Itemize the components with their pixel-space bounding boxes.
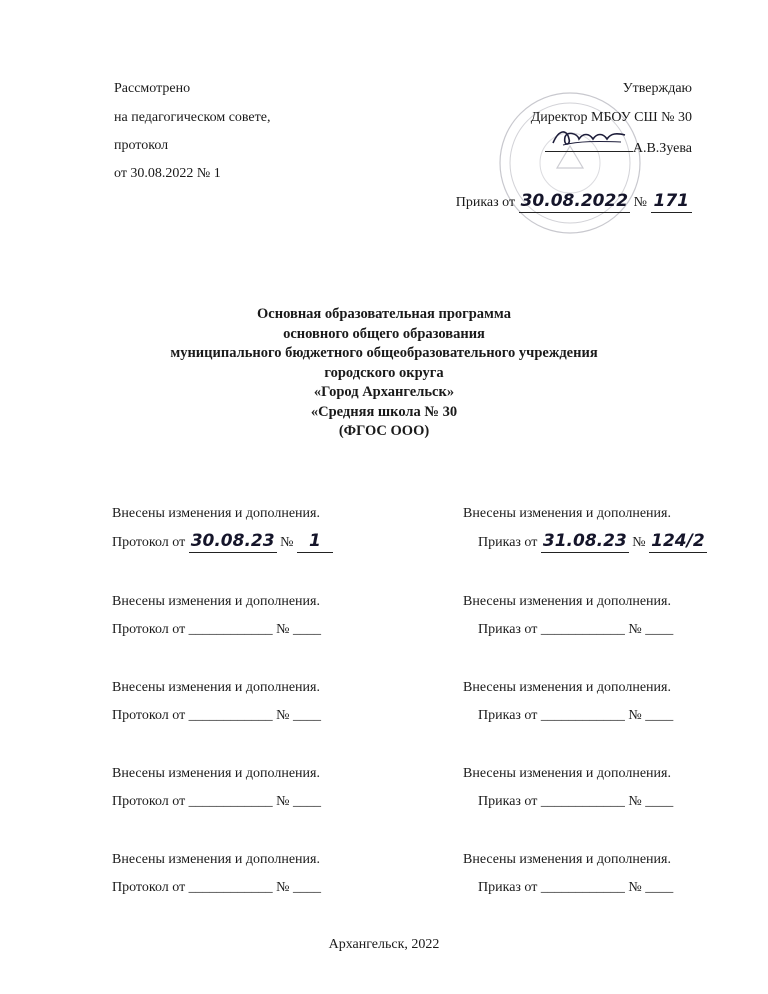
change-protocol-line: Протокол от ____________ № ____ [112,622,322,637]
change-order-line: Приказ от ____________ № ____ [478,880,674,895]
place-year: Архангельск, 2022 [328,937,440,952]
protocol-prefix: Протокол от [112,535,186,550]
change-order-line [478,530,707,554]
change-order-line: Приказ от ____________ № ____ [478,622,674,637]
change-heading-right: Внесены изменения и дополнения. [463,680,671,695]
approval-order-no-label: № [633,195,647,210]
change-heading-left: Внесены изменения и дополнения. [112,506,320,521]
change-heading-left: Внесены изменения и дополнения. [112,766,320,781]
title-line-3: муниципального бюджетного общеобразовательного учреждения [170,345,598,361]
change-protocol-line: Протокол от ____________ № ____ [112,794,322,809]
change-protocol-line [112,530,333,554]
pedagogical-council-label: на педагогическом совете, [114,110,271,125]
program-title [0,305,768,442]
director-name: А.В.Зуева [632,141,692,156]
approve-label: Утверждаю [622,81,692,96]
reviewed-label: Рассмотрено [114,81,191,96]
title-line-1: Основная образовательная программа [257,306,511,322]
change-protocol-line: Протокол от ____________ № ____ [112,708,322,723]
title-line-7: (ФГОС ООО) [338,423,430,439]
change-heading-right: Внесены изменения и дополнения. [463,506,671,521]
protocol-date: от 30.08.2022 № 1 [114,166,221,181]
signature-underline [545,137,633,152]
handwritten-signature [549,127,629,149]
protocol-no-label: № [280,535,294,550]
order-no-label: № [632,535,646,550]
protocol-label: протокол [114,138,169,153]
protocol-number-handwritten: 1 [297,530,333,553]
protocol-date-handwritten: 30.08.23 [190,531,275,551]
title-line-4: городского округа [324,364,444,381]
change-protocol-line: Протокол от ____________ № ____ [112,880,322,895]
order-number-handwritten: 124/2 [651,531,705,551]
order-date-handwritten: 31.08.23 [542,531,627,551]
change-heading-left: Внесены изменения и дополнения. [112,594,320,609]
approval-order-number: 171 [651,190,693,213]
approval-order-prefix: Приказ от [455,195,516,210]
director-title: Директор МБОУ СШ № 30 [530,110,692,125]
change-heading-right: Внесены изменения и дополнения. [463,594,671,609]
title-line-2: основного общего образования [283,325,485,342]
change-heading-left: Внесены изменения и дополнения. [112,852,320,867]
change-heading-right: Внесены изменения и дополнения. [463,852,671,867]
order-prefix: Приказ от [478,535,538,550]
change-heading-right: Внесены изменения и дополнения. [463,766,671,781]
title-line-5: «Город Архангельск» [313,384,455,400]
approval-order-date: 30.08.2022 [520,191,629,211]
change-order-line: Приказ от ____________ № ____ [478,794,674,809]
approval-order-line [430,190,692,214]
change-order-line: Приказ от ____________ № ____ [478,708,674,723]
title-line-6: «Средняя школа № 30 [310,403,458,420]
director-signature-line [430,137,692,158]
change-heading-left: Внесены изменения и дополнения. [112,680,320,695]
